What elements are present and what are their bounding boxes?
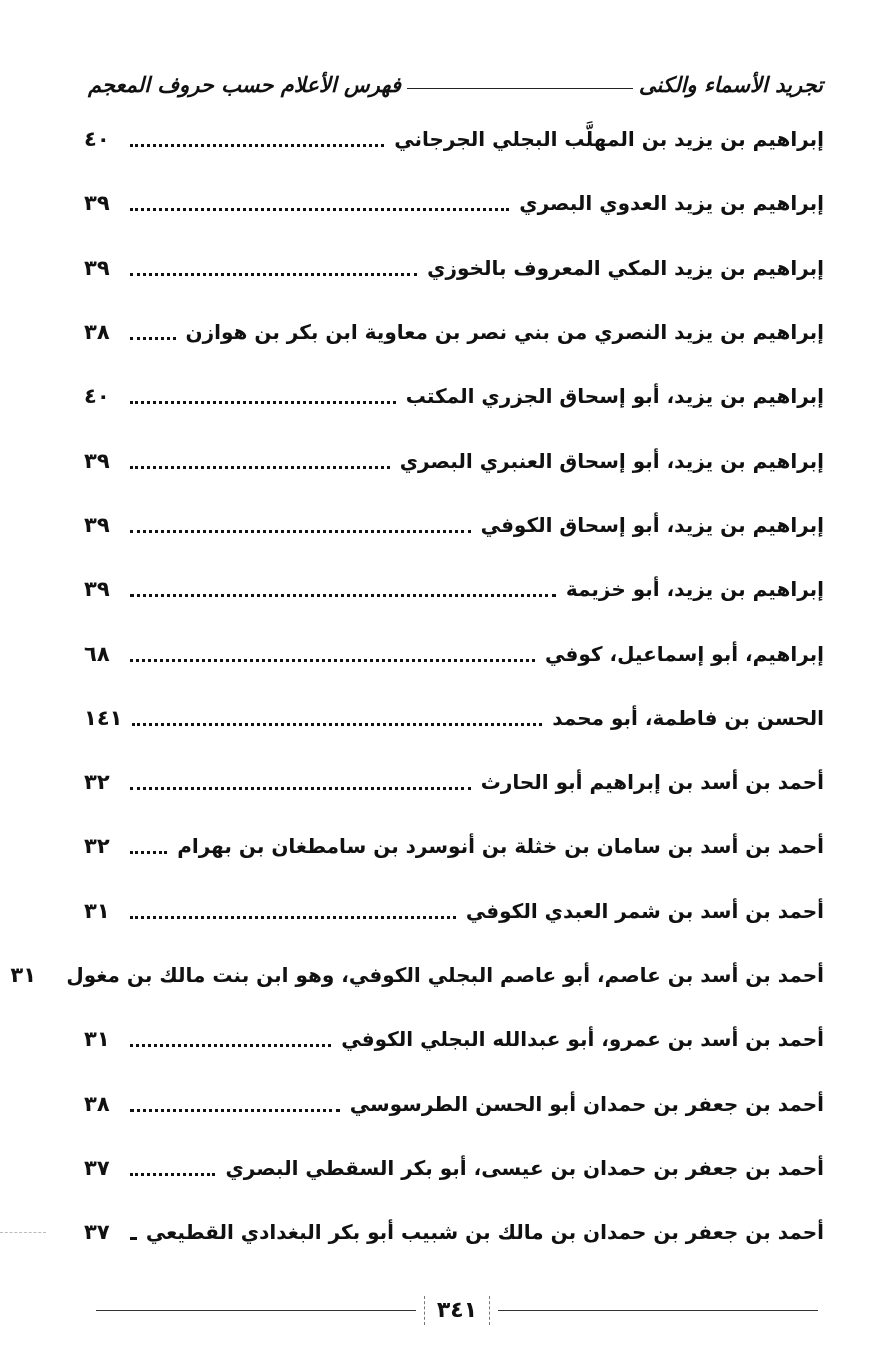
dot-leader [130, 1172, 215, 1176]
entry-page: ٣٨ [84, 1091, 110, 1116]
entry-name: إبراهيم، أبو إسماعيل، كوفي [545, 641, 824, 666]
dot-leader [130, 272, 417, 276]
page-number: ٣٤١ [424, 1296, 490, 1325]
entry-name: أحمد بن أسد بن عمرو، أبو عبدالله البجلي الكوفي [341, 1027, 824, 1052]
dot-leader [130, 915, 456, 919]
running-header [88, 64, 823, 104]
index-entry [84, 750, 824, 814]
index-entry [84, 1071, 824, 1135]
dot-leader [130, 207, 509, 211]
entry-page: ٣١ [10, 963, 37, 987]
index-entry [84, 557, 824, 621]
entry-name: الحسن بن فاطمة، أبو محمد [552, 705, 824, 730]
entry-name: أحمد بن أسد بن شمر العبدي الكوفي [465, 898, 824, 923]
entry-name: أحمد بن أسد بن عاصم، أبو عاصم البجلي الكوفي، وهو ابن بنت مالك بن مغول [66, 963, 824, 987]
entry-name: أحمد بن جعفر بن حمدان أبو الحسن الطرسوسي [349, 1091, 824, 1116]
index-entry [84, 493, 824, 557]
dot-leader [130, 850, 167, 854]
index-entry [84, 300, 824, 364]
index-entry [84, 686, 824, 750]
entry-name: إبراهيم بن يزيد، أبو إسحاق الجزري المكتب [405, 384, 824, 409]
index-entry [84, 1136, 824, 1200]
footer-rule-left [96, 1310, 416, 1311]
entry-name: أحمد بن جعفر بن حمدان بن مالك بن شبيب أبو بكر البغدادي القطيعي [145, 1220, 824, 1245]
index-entry [84, 171, 824, 235]
dot-leader [130, 593, 556, 597]
entry-name: إبراهيم بن يزيد العدوي البصري [519, 191, 824, 216]
book-title: تجريد الأسماء والكنى [638, 71, 823, 97]
index-entry [84, 364, 824, 428]
dot-leader [130, 1236, 136, 1240]
index-entry [84, 107, 824, 171]
footer-rule-right [498, 1310, 818, 1311]
entry-page: ٦٨ [84, 641, 110, 666]
index-entry [84, 879, 824, 943]
entry-page: ٣٩ [84, 448, 110, 473]
index-entry [84, 814, 824, 878]
entry-name: إبراهيم بن يزيد، أبو إسحاق العنبري البصري [399, 448, 824, 473]
entry-page: ٣٩ [84, 577, 110, 602]
dot-leader [130, 529, 471, 533]
entry-name: إبراهيم بن يزيد النصري من بني نصر بن معاوية ابن بكر بن هوازن [185, 320, 824, 345]
dot-leader [130, 658, 535, 662]
dot-leader [130, 465, 390, 469]
entry-page: ٣٧ [84, 1155, 110, 1180]
index-entry [84, 1200, 824, 1264]
entry-name: إبراهيم بن يزيد المكي المعروف بالخوزي [427, 255, 824, 280]
entry-page: ٣٢ [84, 834, 110, 859]
dot-leader [130, 786, 471, 790]
entry-page: ٣١ [84, 898, 110, 923]
entry-page: ٣٢ [84, 770, 110, 795]
entry-name: إبراهيم بن يزيد، أبو خزيمة [565, 577, 824, 602]
entry-name: أحمد بن أسد بن إبراهيم أبو الحارث [480, 770, 824, 795]
dot-leader [130, 1043, 331, 1047]
dot-leader [130, 400, 396, 404]
entry-name: أحمد بن أسد بن سامان بن خثلة بن أنوسرد بن سامطغان بن بهرام [177, 834, 824, 859]
entry-name: إبراهيم بن يزيد، أبو إسحاق الكوفي [480, 512, 824, 537]
entry-name: أحمد بن جعفر بن حمدان بن عيسى، أبو بكر السقطي البصري [225, 1155, 824, 1180]
dot-leader [132, 722, 542, 726]
dot-leader [130, 336, 176, 340]
index-entry [10, 943, 824, 1007]
entry-page: ٣٨ [84, 320, 110, 345]
index-entry [84, 621, 824, 685]
entry-page: ١٤١ [84, 705, 123, 730]
section-title: فهرس الأعلام حسب حروف المعجم [88, 71, 401, 97]
entry-name: إبراهيم بن يزيد بن المهلَّب البجلي الجرجاني [394, 127, 824, 152]
index-entries [10, 107, 824, 1264]
entry-page: ٣٩ [84, 255, 110, 280]
index-entry [84, 1007, 824, 1071]
entry-page: ٣٩ [84, 512, 110, 537]
dot-leader [130, 143, 384, 147]
entry-page: ٤٠ [84, 127, 110, 152]
dot-leader [130, 1108, 340, 1112]
index-entry [84, 236, 824, 300]
header-rule [407, 88, 633, 89]
entry-page: ٣٩ [84, 191, 110, 216]
entry-page: ٤٠ [84, 384, 110, 409]
scan-edge-mark [0, 1232, 46, 1233]
entry-page: ٣١ [84, 1027, 110, 1052]
entry-page: ٣٧ [84, 1220, 110, 1245]
page-footer [96, 1290, 818, 1330]
index-entry [84, 428, 824, 492]
